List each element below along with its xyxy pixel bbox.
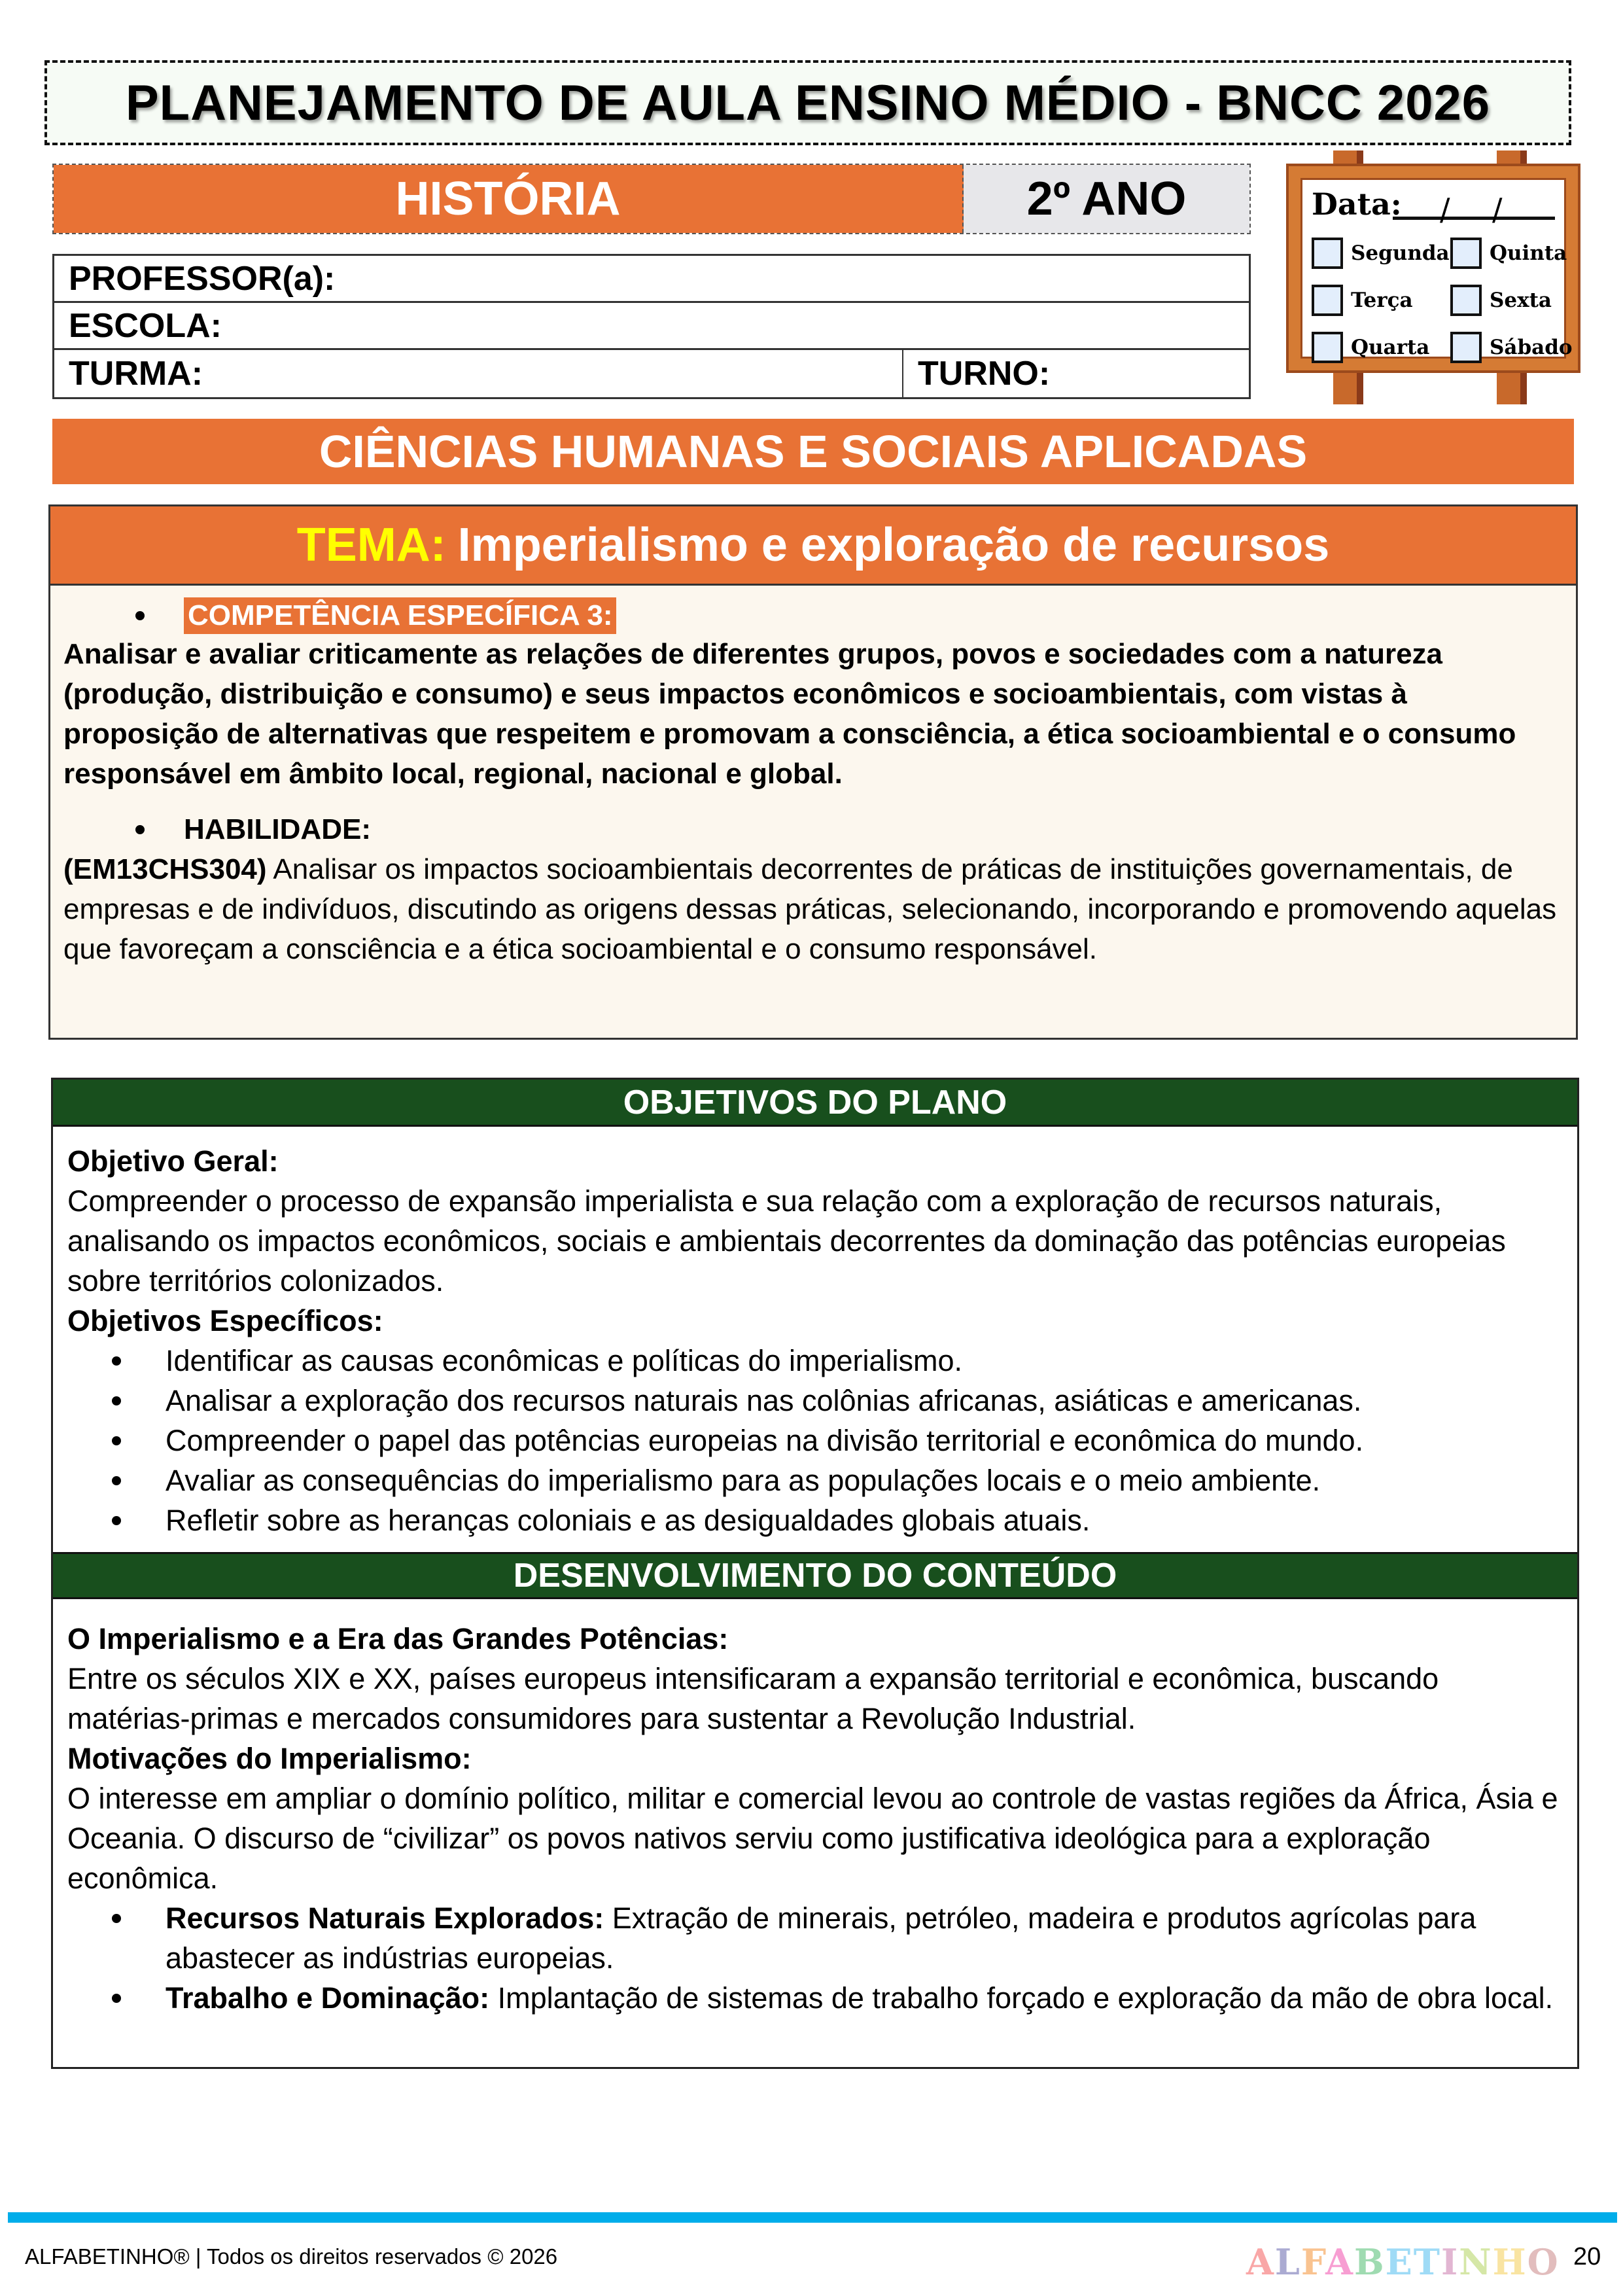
day-checkbox-segunda[interactable] bbox=[1312, 238, 1450, 269]
document-title: PLANEJAMENTO DE AULA ENSINO MÉDIO - BNCC 2026 bbox=[125, 75, 1490, 131]
day-label: Segunda bbox=[1351, 241, 1450, 265]
board-surface bbox=[1300, 178, 1573, 359]
bullet-icon bbox=[112, 1396, 121, 1405]
objetivo-especifico: Analisar a exploração dos recursos naturais nas colônias africanas, asiáticas e americanas. bbox=[166, 1384, 1362, 1417]
list-item bbox=[67, 1898, 1563, 1978]
date-label: Data: bbox=[1312, 186, 1402, 222]
date-slash: / bbox=[1492, 192, 1503, 227]
section-label: Motivações do Imperialismo: bbox=[67, 1742, 472, 1775]
professor-row bbox=[54, 256, 1249, 303]
bullet-icon bbox=[112, 1356, 121, 1366]
habilidade-text: Analisar os impactos socioambientais decorrentes de práticas de instituições governamentais, de empresas e de indivíduos, discutindo as origens dessas práticas, selecionando, incorporando e promovendo aquelas que favoreçam a consciência e a ética socioambiental e o consumo responsável. bbox=[63, 853, 1557, 965]
bullet-icon bbox=[112, 1994, 121, 2003]
logo-letter: L bbox=[1274, 2241, 1301, 2283]
competencia-text: Analisar e avaliar criticamente as relações de diferentes grupos, povos e sociedades com a natureza (produção, distribuição e consumo) e seus impactos econômicos e socioambientais, com vistas à proposição de alternativas que respeitem e promovam a consciência, a ética socioambiental e o consumo responsável em âmbito local, regional, nacional e global. bbox=[63, 638, 1516, 790]
bullet-icon bbox=[112, 1436, 121, 1445]
habilidade-label: HABILIDADE: bbox=[184, 813, 371, 845]
date-input-line[interactable] bbox=[1393, 217, 1555, 220]
tema-header bbox=[50, 506, 1576, 586]
logo-letter: N bbox=[1459, 2241, 1493, 2283]
checkbox-icon[interactable] bbox=[1312, 332, 1343, 363]
checkbox-icon[interactable] bbox=[1450, 285, 1482, 316]
tema-title: Imperialismo e exploração de recursos bbox=[457, 519, 1330, 571]
year-label: 2º ANO bbox=[964, 165, 1249, 233]
day-label: Quinta bbox=[1490, 241, 1567, 265]
objetivo-geral-label: Objetivo Geral: bbox=[67, 1144, 279, 1178]
logo-letter: A bbox=[1325, 2241, 1354, 2283]
teacher-info-table bbox=[52, 254, 1251, 399]
habilidade-paragraph bbox=[63, 849, 1563, 969]
day-label: Sábado bbox=[1490, 336, 1573, 359]
objetivos-especificos-label: Objetivos Específicos: bbox=[67, 1304, 383, 1337]
turma-turno-row bbox=[54, 350, 1249, 397]
item-label: Recursos Naturais Explorados: bbox=[166, 1901, 604, 1935]
competencia-label: COMPETÊNCIA ESPECÍFICA 3: bbox=[184, 597, 616, 634]
plan-sections bbox=[51, 1078, 1579, 2069]
list-item bbox=[67, 1421, 1563, 1460]
objetivo-especifico: Identificar as causas econômicas e políticas do imperialismo. bbox=[166, 1344, 963, 1377]
day-checkbox-quarta[interactable] bbox=[1312, 332, 1429, 363]
bullet-icon bbox=[112, 1516, 121, 1525]
habilidade-heading bbox=[63, 809, 1563, 849]
logo-letter: H bbox=[1492, 2241, 1527, 2283]
logo-letter: B bbox=[1353, 2241, 1386, 2283]
day-label: Terça bbox=[1351, 289, 1413, 312]
turno-field[interactable]: TURNO: bbox=[918, 355, 1051, 393]
logo-letter: A bbox=[1246, 2241, 1275, 2283]
section-label: O Imperialismo e a Era das Grandes Potências: bbox=[67, 1622, 729, 1655]
objetivo-geral-text: Compreender o processo de expansão imperialista e sua relação com a exploração de recursos naturais, analisando os impactos econômicos, sociais e ambientais decorrentes da dominação das potências europeias sobre territórios colonizados. bbox=[67, 1184, 1506, 1298]
desenvolvimento-body bbox=[53, 1599, 1577, 2030]
document-title-box bbox=[44, 60, 1571, 145]
logo-letter: E bbox=[1385, 2241, 1414, 2283]
escola-field[interactable]: ESCOLA: bbox=[69, 306, 222, 345]
bullet-icon bbox=[112, 1476, 121, 1485]
list-item bbox=[67, 1381, 1563, 1421]
subject-row bbox=[52, 164, 1251, 234]
logo-letter: T bbox=[1413, 2241, 1441, 2283]
logo-letter: I bbox=[1440, 2241, 1459, 2283]
escola-row bbox=[54, 303, 1249, 350]
subject-label: HISTÓRIA bbox=[54, 165, 964, 233]
page-number: 20 bbox=[1573, 2243, 1601, 2270]
logo-letter: F bbox=[1300, 2241, 1326, 2283]
competencia-heading bbox=[63, 597, 1563, 634]
alfabetinho-logo bbox=[1246, 2241, 1560, 2283]
footer-divider bbox=[8, 2212, 1617, 2223]
habilidade-code: (EM13CHS304) bbox=[63, 853, 267, 885]
tema-body bbox=[50, 586, 1576, 969]
tema-label: TEMA: bbox=[296, 519, 446, 571]
tema-section bbox=[48, 504, 1578, 1040]
section-text: O interesse em ampliar o domínio político, militar e comercial levou ao controle de vastas regiões da África, Ásia e Oceania. O discurso de “civilizar” os povos nativos serviu como justificativa ideológica para a exploração econômica. bbox=[67, 1782, 1558, 1895]
desenvolvimento-header: DESENVOLVIMENTO DO CONTEÚDO bbox=[53, 1552, 1577, 1599]
item-label: Trabalho e Dominação: bbox=[166, 1981, 490, 2015]
objetivo-especifico: Refletir sobre as heranças coloniais e as desigualdades globais atuais. bbox=[166, 1504, 1091, 1537]
checkbox-icon[interactable] bbox=[1450, 238, 1482, 269]
objetivo-especifico: Avaliar as consequências do imperialismo para as populações locais e o meio ambiente. bbox=[166, 1464, 1321, 1497]
turma-field[interactable]: TURMA: bbox=[54, 350, 903, 397]
checkbox-icon[interactable] bbox=[1312, 238, 1343, 269]
checkbox-icon[interactable] bbox=[1450, 332, 1482, 363]
list-item bbox=[67, 1341, 1563, 1381]
objetivos-body bbox=[53, 1127, 1577, 1552]
list-item bbox=[67, 1460, 1563, 1500]
item-text: Implantação de sistemas de trabalho forçado e exploração da mão de obra local. bbox=[489, 1981, 1554, 2015]
day-checkbox-sexta[interactable] bbox=[1450, 285, 1552, 316]
objetivo-especifico: Compreender o papel das potências europeias na divisão territorial e econômica do mundo. bbox=[166, 1424, 1364, 1457]
knowledge-area-banner: CIÊNCIAS HUMANAS E SOCIAIS APLICADAS bbox=[52, 419, 1574, 484]
bullet-icon bbox=[135, 825, 145, 834]
day-label: Quarta bbox=[1351, 336, 1430, 359]
logo-letter: O bbox=[1527, 2241, 1560, 2283]
day-checkbox-terca[interactable] bbox=[1312, 285, 1413, 316]
list-item bbox=[67, 1978, 1563, 2018]
bullet-icon bbox=[112, 1914, 121, 1923]
professor-field[interactable]: PROFESSOR(a): bbox=[69, 259, 336, 298]
day-checkbox-sabado[interactable] bbox=[1450, 332, 1573, 363]
item-text: Extração de minerais, petróleo, madeira e produtos agrícolas para abastecer as indústrias europeias. bbox=[166, 1901, 1476, 1975]
board-frame bbox=[1286, 164, 1580, 373]
day-checkbox-quinta[interactable] bbox=[1450, 238, 1567, 269]
section-text: Entre os séculos XIX e XX, países europeus intensificaram a expansão territorial e econômica, buscando matérias-primas e mercados consumidores para sustentar a Revolução Industrial. bbox=[67, 1662, 1439, 1735]
checkbox-icon[interactable] bbox=[1312, 285, 1343, 316]
date-slash: / bbox=[1440, 192, 1450, 227]
day-label: Sexta bbox=[1490, 289, 1552, 312]
objetivos-header: OBJETIVOS DO PLANO bbox=[53, 1080, 1577, 1127]
footer-copyright: ALFABETINHO® | Todos os direitos reservados © 2026 bbox=[25, 2244, 558, 2269]
bullet-icon bbox=[135, 611, 145, 620]
date-board bbox=[1282, 150, 1583, 412]
list-item bbox=[67, 1500, 1563, 1540]
